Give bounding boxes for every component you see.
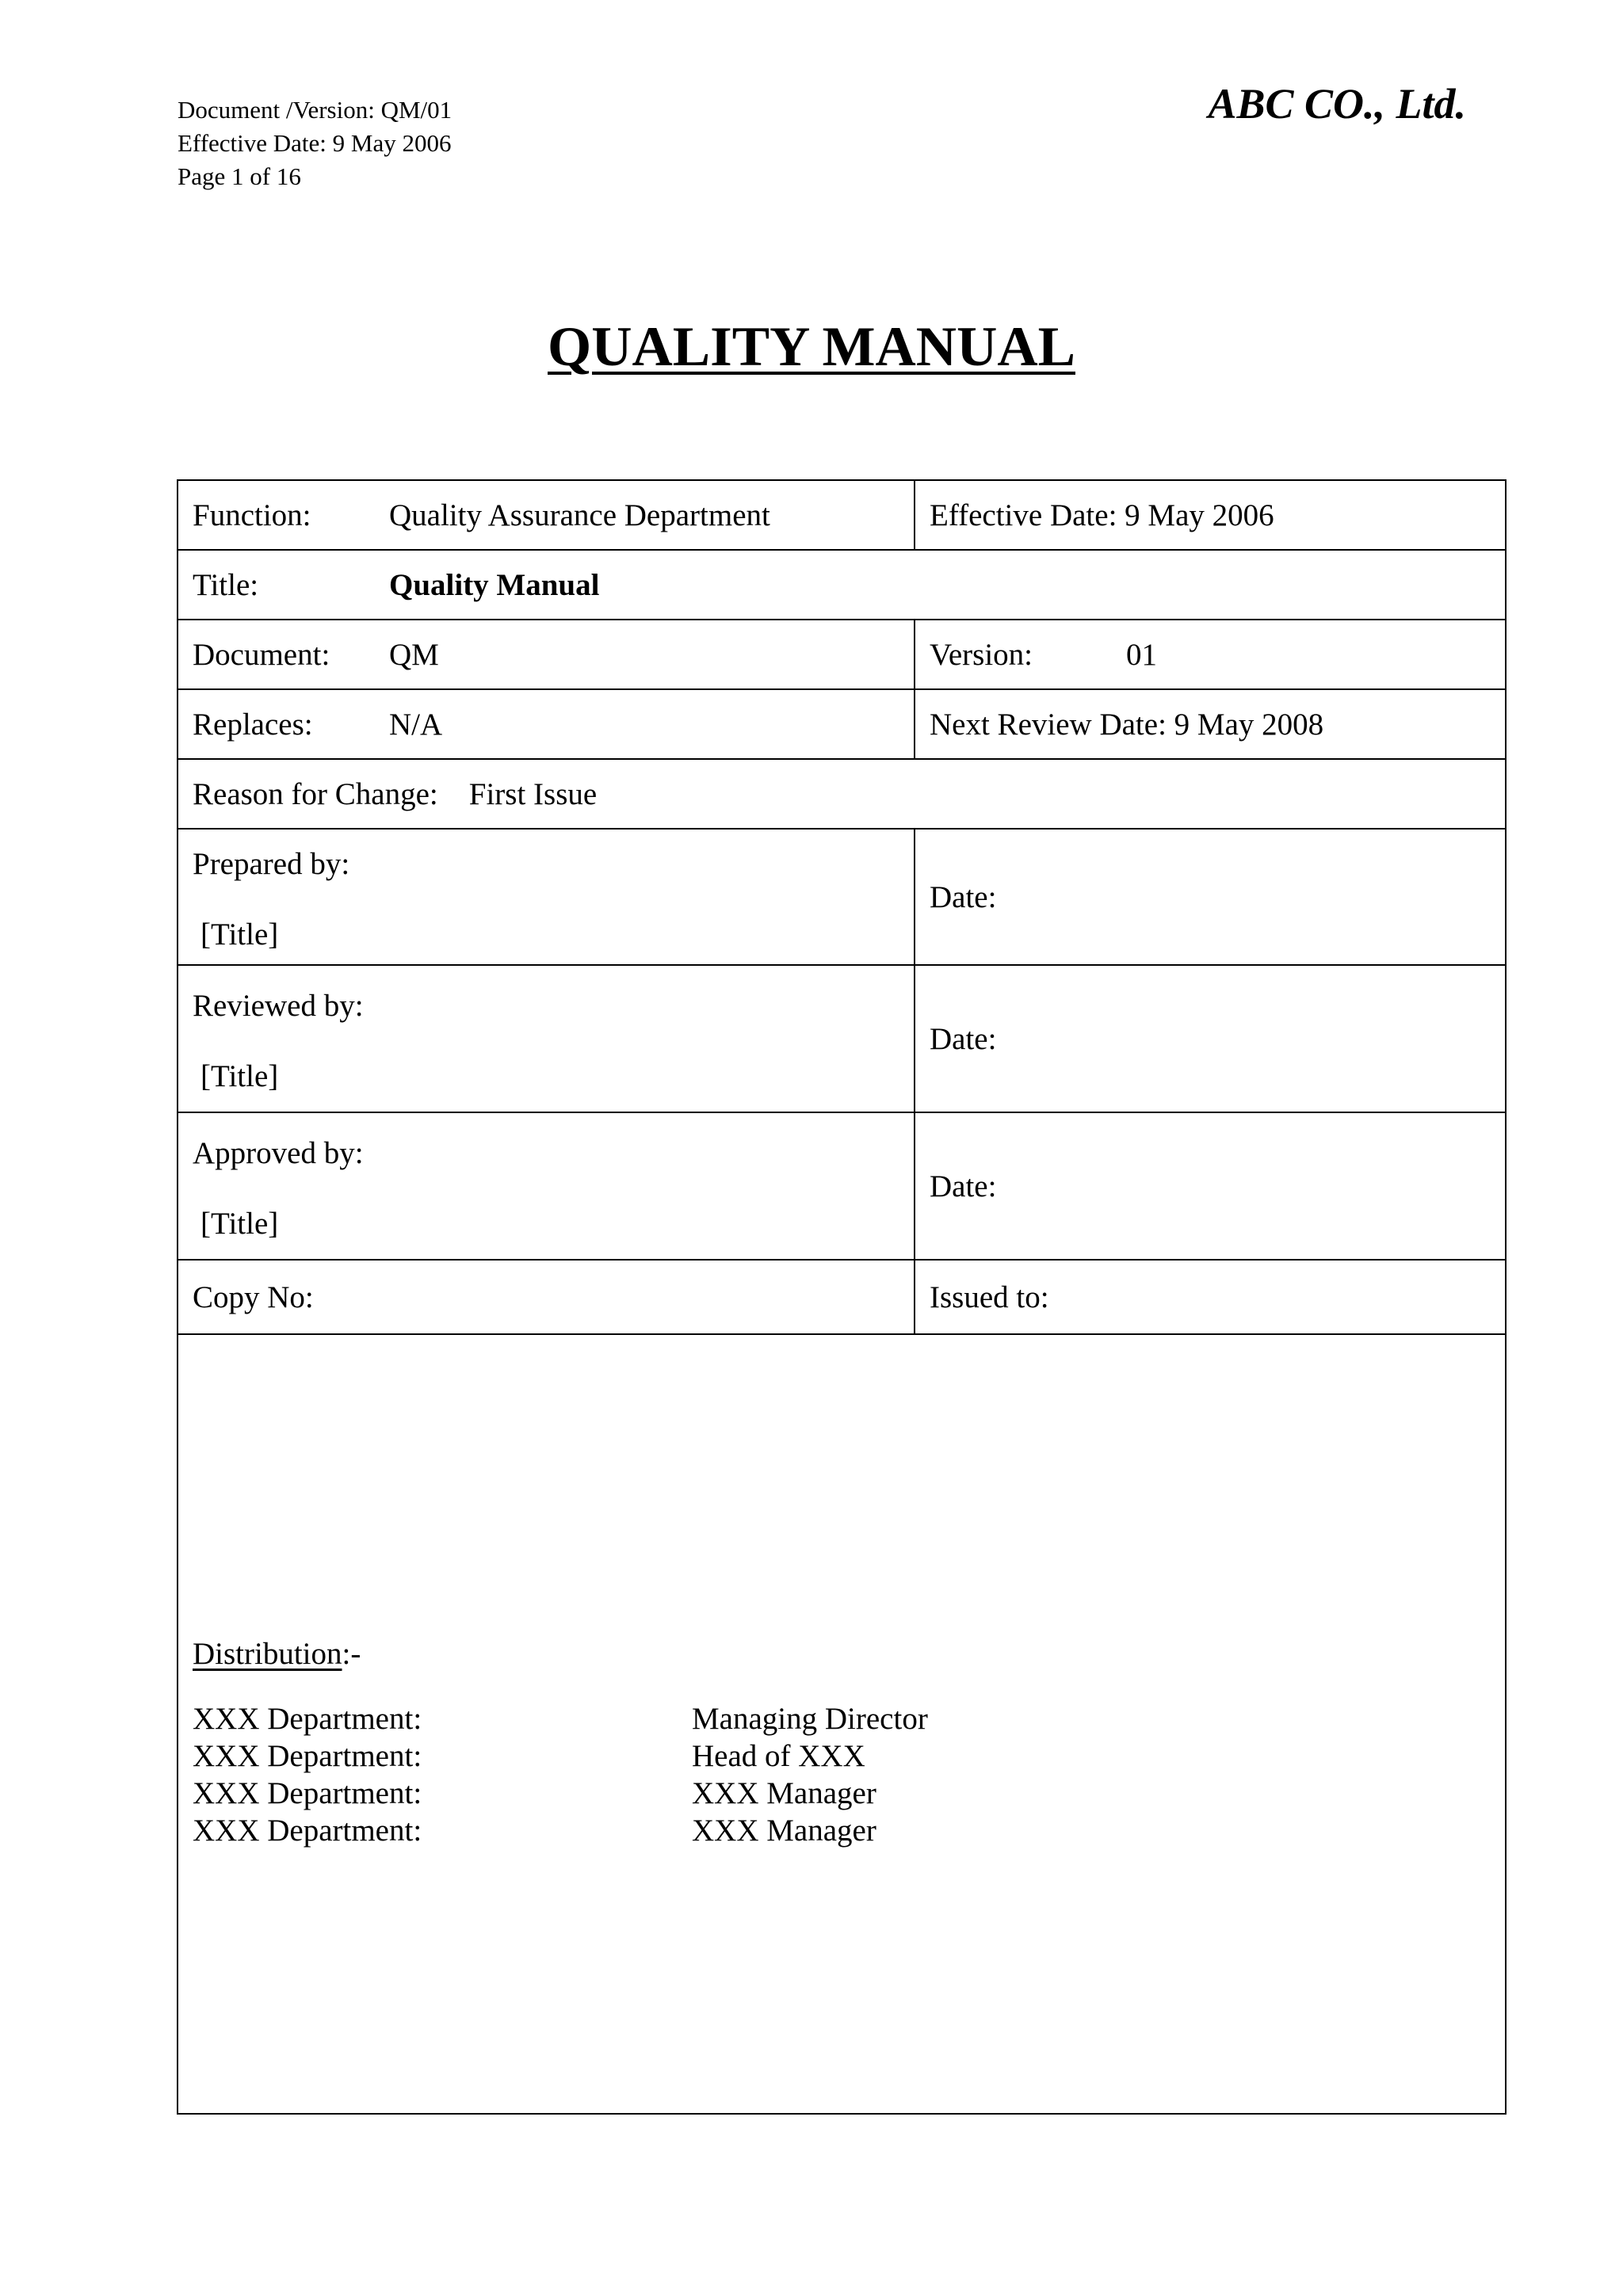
prepared-date-label: Date: — [915, 829, 1506, 965]
distribution-row — [178, 1334, 1506, 2114]
distribution-recipient: XXX Manager — [692, 1813, 876, 1848]
page-number-text: Page 1 of 16 — [178, 162, 301, 190]
reason-row — [178, 759, 1506, 829]
list-item — [193, 1775, 1491, 1812]
distribution-dept: XXX Department: — [193, 1775, 422, 1810]
copy-no-label: Copy No: — [178, 1260, 915, 1334]
function-label: Function: — [193, 498, 311, 532]
reviewed-label: Reviewed by: — [193, 989, 364, 1023]
copy-row — [178, 1260, 1506, 1334]
approved-label: Approved by: — [193, 1136, 364, 1170]
document-control-table — [177, 479, 1507, 2115]
distribution-recipient: Managing Director — [692, 1701, 928, 1736]
document-label: Document: — [193, 637, 330, 672]
prepared-label: Prepared by: — [193, 847, 350, 881]
prepared-title-placeholder: [Title] — [200, 917, 279, 952]
reason-label: Reason for Change: — [193, 776, 438, 811]
prepared-row — [178, 829, 1506, 965]
title-row — [178, 550, 1506, 620]
page-title: QUALITY MANUAL — [548, 316, 1075, 378]
approved-row — [178, 1112, 1506, 1260]
reviewed-row — [178, 965, 1506, 1112]
effective-date-cell: Effective Date: 9 May 2006 — [915, 480, 1506, 550]
distribution-dept: XXX Department: — [193, 1701, 422, 1736]
reviewed-title-placeholder: [Title] — [200, 1059, 279, 1093]
approved-title-placeholder: [Title] — [200, 1207, 279, 1241]
distribution-recipient: Head of XXX — [692, 1738, 865, 1773]
company-name: ABC CO., Ltd. — [1208, 80, 1466, 128]
list-item — [193, 1737, 1491, 1775]
distribution-list — [193, 1700, 1491, 1849]
next-review-date: Next Review Date: 9 May 2008 — [915, 689, 1506, 759]
version-label: Version: — [930, 637, 1033, 672]
version-value: 01 — [1126, 637, 1157, 672]
reason-value: First Issue — [468, 776, 598, 811]
issued-to-label: Issued to: — [915, 1260, 1506, 1334]
distribution-recipient: XXX Manager — [692, 1775, 876, 1810]
list-item — [193, 1812, 1491, 1849]
document-row — [178, 620, 1506, 689]
doc-version-text: Document /Version: QM/01 — [178, 96, 453, 124]
distribution-dept: XXX Department: — [193, 1738, 422, 1773]
document-header-info — [178, 93, 452, 193]
title-value: Quality Manual — [389, 567, 600, 602]
reviewed-date-label: Date: — [915, 965, 1506, 1112]
distribution-dept: XXX Department: — [193, 1813, 422, 1848]
distribution-heading: Distribution:- — [193, 1636, 361, 1671]
list-item — [193, 1700, 1491, 1737]
approved-date-label: Date: — [915, 1112, 1506, 1260]
replaces-row — [178, 689, 1506, 759]
effective-date-text: Effective Date: 9 May 2006 — [178, 129, 452, 157]
replaces-value: N/A — [389, 707, 443, 742]
title-label: Title: — [193, 567, 259, 602]
replaces-label: Replaces: — [193, 707, 313, 742]
function-row — [178, 480, 1506, 550]
document-value: QM — [389, 637, 439, 672]
function-value: Quality Assurance Department — [389, 498, 770, 532]
